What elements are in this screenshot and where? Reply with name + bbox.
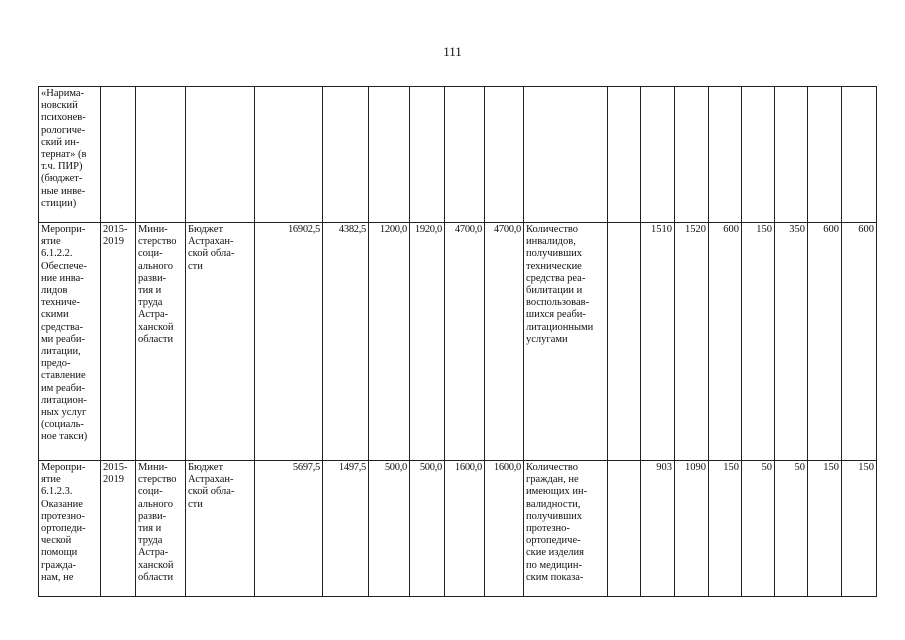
year-1-amount-cell bbox=[323, 87, 369, 223]
activity-name-cell: Меропри- ятие 6.1.2.3. Оказание протезно- ортопеди- ческой помощи гражда- нам, не bbox=[39, 461, 101, 597]
year-1-amount-cell: 4382,5 bbox=[323, 223, 369, 461]
indicator-cell: Количество инвалидов, получивших технические средства реа- билитации и воспользовав- шихся реаби- литационными услугами bbox=[524, 223, 608, 461]
year-4-amount-cell: 1600,0 bbox=[445, 461, 485, 597]
year-2-amount-cell: 1200,0 bbox=[369, 223, 410, 461]
executor-cell: Мини- стерство соци- ального разви- тия и труда Астра- ханской области bbox=[136, 461, 186, 597]
year-1-amount-cell: 1497,5 bbox=[323, 461, 369, 597]
page-number: 111 bbox=[443, 44, 462, 59]
year-3-amount-cell: 500,0 bbox=[410, 461, 445, 597]
funding-source-cell: Бюджет Астрахан- ской обла- сти bbox=[186, 223, 255, 461]
year-5-amount-cell bbox=[485, 87, 524, 223]
year-5-amount-cell: 4700,0 bbox=[485, 223, 524, 461]
table-row bbox=[39, 87, 877, 223]
period-cell: 2015- 2019 bbox=[101, 223, 136, 461]
indicator-value-4-cell: 50 bbox=[742, 461, 775, 597]
indicator-cell: Количество граждан, не имеющих ин- валидности, получивших протезно- ортопедиче- ские изделия по медицин- ским показа- bbox=[524, 461, 608, 597]
indicator-cell bbox=[524, 87, 608, 223]
indicator-value-6-cell: 150 bbox=[808, 461, 842, 597]
indicator-value-1-cell: 1510 bbox=[641, 223, 675, 461]
indicator-value-3-cell bbox=[709, 87, 742, 223]
executor-cell bbox=[136, 87, 186, 223]
program-activities-table bbox=[38, 86, 877, 597]
table-row bbox=[39, 223, 877, 461]
activity-name-cell: «Нарима- новский психонев- рологиче- ский ин- тернат» (в т.ч. ПИР) (бюджет- ные инве- стиции) bbox=[39, 87, 101, 223]
year-2-amount-cell: 500,0 bbox=[369, 461, 410, 597]
period-cell: 2015- 2019 bbox=[101, 461, 136, 597]
funding-source-cell bbox=[186, 87, 255, 223]
total-amount-cell bbox=[255, 87, 323, 223]
period-cell bbox=[101, 87, 136, 223]
indicator-value-5-cell bbox=[775, 87, 808, 223]
indicator-value-3-cell: 600 bbox=[709, 223, 742, 461]
indicator-value-1-cell bbox=[641, 87, 675, 223]
funding-source-cell: Бюджет Астрахан- ской обла- сти bbox=[186, 461, 255, 597]
indicator-value-2-cell: 1090 bbox=[675, 461, 709, 597]
indicator-value-5-cell: 50 bbox=[775, 461, 808, 597]
year-3-amount-cell: 1920,0 bbox=[410, 223, 445, 461]
year-4-amount-cell bbox=[445, 87, 485, 223]
unit-cell bbox=[608, 223, 641, 461]
year-4-amount-cell: 4700,0 bbox=[445, 223, 485, 461]
executor-cell: Мини- стерство соци- ального разви- тия и труда Астра- ханской области bbox=[136, 223, 186, 461]
indicator-value-1-cell: 903 bbox=[641, 461, 675, 597]
indicator-value-2-cell: 1520 bbox=[675, 223, 709, 461]
indicator-value-7-cell: 150 bbox=[842, 461, 877, 597]
indicator-value-3-cell: 150 bbox=[709, 461, 742, 597]
indicator-value-6-cell bbox=[808, 87, 842, 223]
indicator-value-4-cell: 150 bbox=[742, 223, 775, 461]
total-amount-cell: 16902,5 bbox=[255, 223, 323, 461]
indicator-value-7-cell: 600 bbox=[842, 223, 877, 461]
table-row bbox=[39, 461, 877, 597]
indicator-value-5-cell: 350 bbox=[775, 223, 808, 461]
indicator-value-7-cell bbox=[842, 87, 877, 223]
unit-cell bbox=[608, 87, 641, 223]
year-2-amount-cell bbox=[369, 87, 410, 223]
indicator-value-6-cell: 600 bbox=[808, 223, 842, 461]
year-5-amount-cell: 1600,0 bbox=[485, 461, 524, 597]
indicator-value-2-cell bbox=[675, 87, 709, 223]
unit-cell bbox=[608, 461, 641, 597]
indicator-value-4-cell bbox=[742, 87, 775, 223]
activity-name-cell: Меропри- ятие 6.1.2.2. Обеспече- ние инва- лидов техниче- скими средства- ми реаби- литации, предо- ставление им реаби- литацион- ных услуг (социаль- ное такси) bbox=[39, 223, 101, 461]
total-amount-cell: 5697,5 bbox=[255, 461, 323, 597]
year-3-amount-cell bbox=[410, 87, 445, 223]
